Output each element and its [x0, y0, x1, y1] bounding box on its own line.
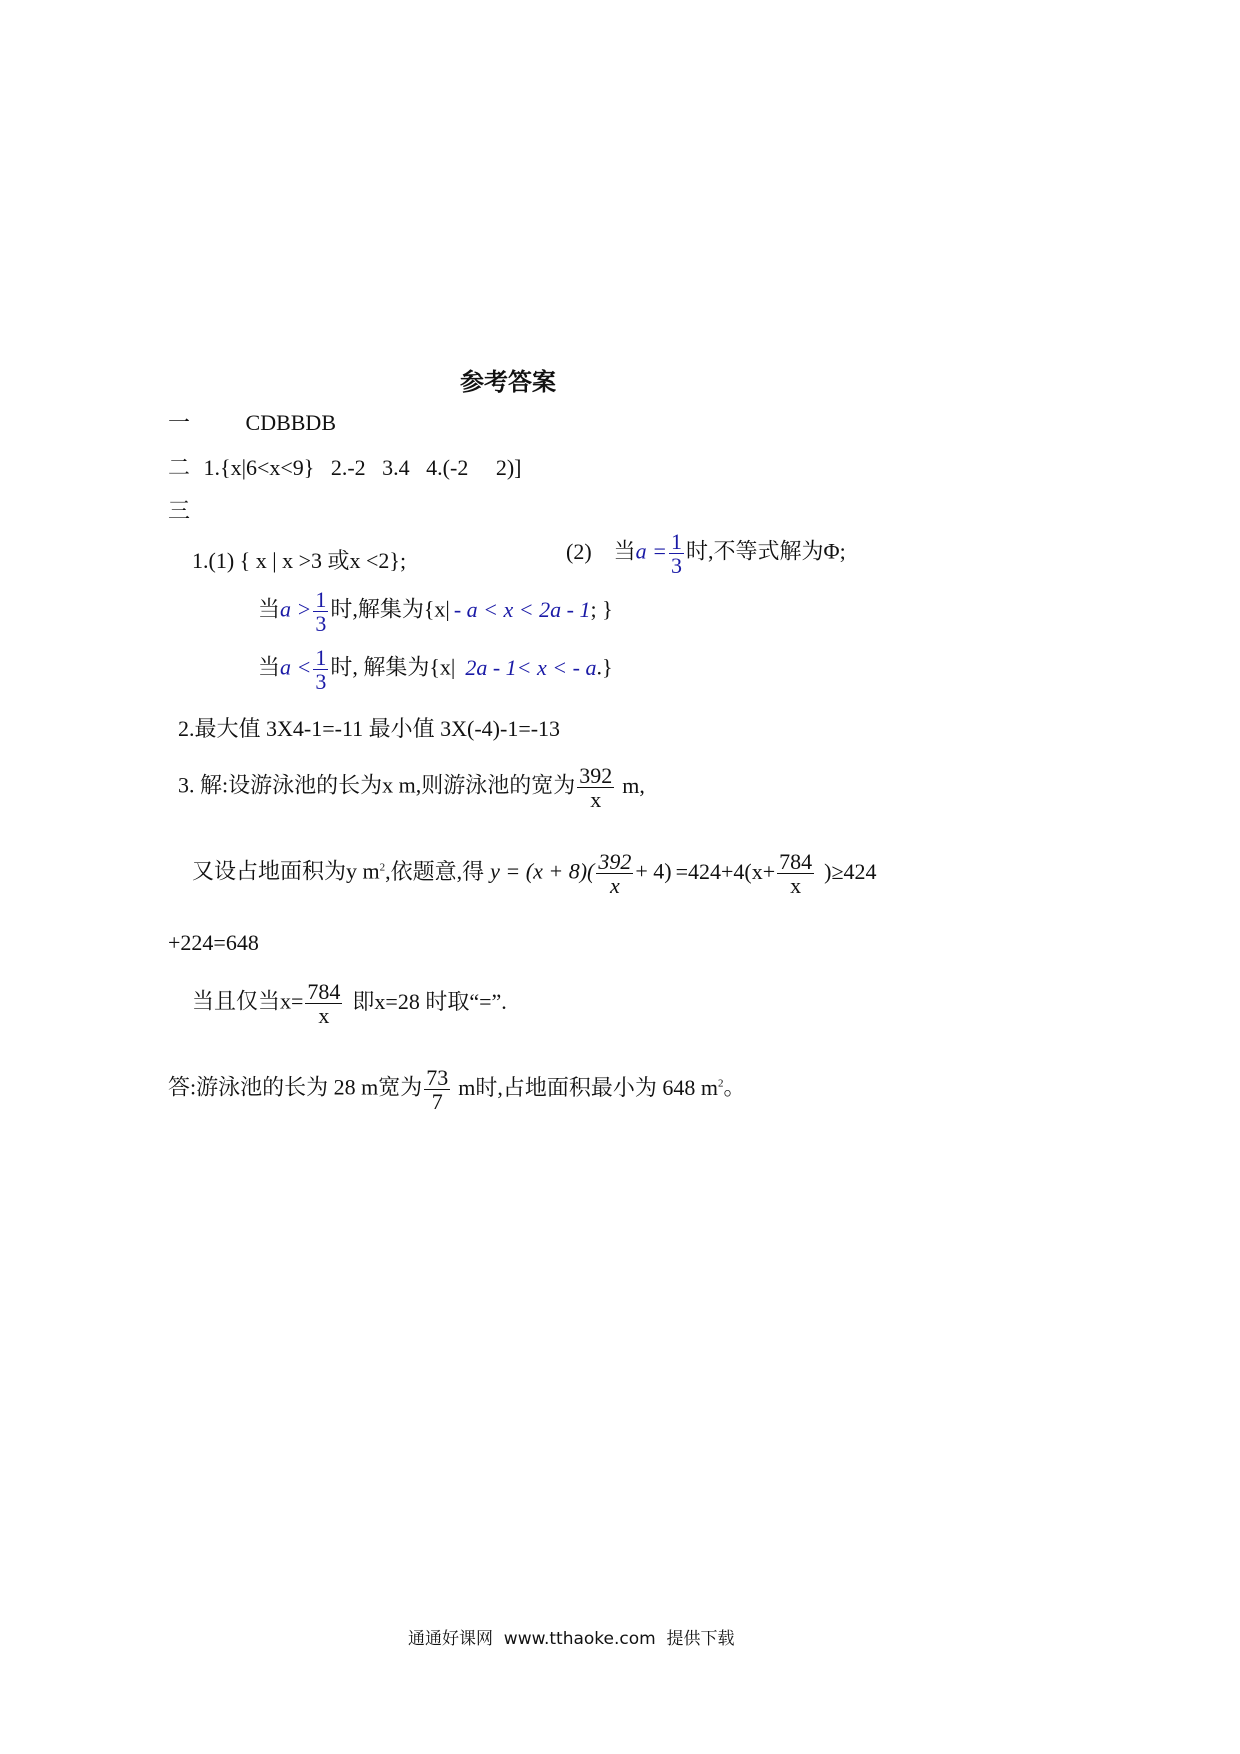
q3-line2-end: )≥424 [824, 858, 877, 884]
q3-line2-expr-b: + 4) [635, 858, 672, 884]
q3-line2-eq: =424+4(x+ [675, 858, 776, 884]
q3-answer-frac [424, 1066, 450, 1113]
case-gt-set: - a < x < 2a - 1 [453, 596, 591, 622]
q3-line2-sup: 2 [379, 861, 386, 874]
section-one-label: 一 [168, 410, 191, 435]
frac-num: 784 [779, 849, 813, 874]
frac-den: 3 [315, 669, 327, 695]
page-title: 参考答案 [460, 368, 556, 396]
q1-part2-label: (2) [566, 538, 592, 564]
q3-answer-end: 。 [723, 1074, 746, 1100]
q1-part2-expr: a = [635, 538, 668, 564]
q3-line4 [192, 980, 507, 1027]
frac-den: x [609, 873, 620, 899]
q3-answer-pre: 答:游泳池的长为 28 m宽为 [168, 1074, 423, 1100]
q3-line2-expr-a: y = (x + 8)( [490, 858, 595, 884]
q3-line1-pre: 3. 解:设游泳池的长为x m,则游泳池的宽为 [178, 772, 576, 798]
q1-part2-frac [669, 530, 684, 577]
q3-line2-pre: 又设占地面积为y m [192, 858, 380, 884]
frac-num: 1 [315, 587, 327, 612]
section-two-label: 二 [168, 455, 191, 480]
q3-line4-post: 即x=28 时取“=”. [352, 988, 507, 1014]
frac-num: 784 [307, 979, 341, 1004]
section-three-label: 三 [168, 498, 191, 523]
q1-part2-post: 时,不等式解为Φ; [686, 538, 846, 564]
q3-line1 [178, 764, 645, 811]
case-gt-post: 时,解集为{x| [330, 596, 450, 622]
case-lt-post: 时, 解集为{x| [330, 654, 456, 680]
frac-num: 73 [426, 1065, 449, 1090]
case-gt-frac [313, 588, 328, 635]
q1-part1: 1.(1) { x | x >3 或x <2}; [192, 548, 407, 573]
frac-den: 3 [671, 553, 683, 579]
q1-part2-pre: 当 [613, 538, 636, 564]
q3-line2-frac2 [777, 850, 814, 897]
frac-den: x [318, 1003, 330, 1029]
case-gt-end: ; } [590, 596, 613, 622]
frac-den: x [590, 787, 602, 813]
frac-num: 392 [598, 849, 632, 874]
frac-den: x [790, 873, 802, 899]
case-lt-set: 2a - 1< x < - a [465, 654, 597, 680]
section-two [168, 451, 521, 482]
case-lt-expr: a < [280, 654, 312, 680]
frac-den: 3 [315, 611, 327, 637]
q3-line2 [192, 850, 877, 897]
frac-num: 1 [671, 529, 683, 554]
section-one-answers: CDBBDB [245, 410, 336, 435]
q3-answer-mid: m时,占地面积最小为 648 m [458, 1074, 718, 1100]
q3-answer-sup: 2 [717, 1077, 724, 1090]
q3-line2-mid: ,依题意,得 [385, 858, 485, 884]
q3-line2-frac1 [596, 850, 633, 897]
case-lt-end: .} [596, 654, 613, 680]
section-two-text: 1.{x|6<x<9} 2.-2 3.4 4.(-2 2)] [203, 455, 522, 480]
case-gt-expr: a > [280, 596, 312, 622]
frac-num: 1 [315, 645, 327, 670]
q3-line1-post: m, [622, 772, 645, 798]
q1-case-gt [258, 588, 613, 635]
case-gt-pre: 当 [258, 596, 281, 622]
q1-case-lt [258, 646, 613, 693]
q1-part2 [566, 530, 846, 577]
section-one [168, 406, 336, 437]
q3-line4-pre: 当且仅当x= [192, 988, 304, 1014]
q3-line1-frac [577, 764, 614, 811]
q3-answer [168, 1066, 745, 1113]
case-lt-frac [313, 646, 328, 693]
q3-line4-frac [305, 980, 342, 1027]
footer-text: 通通好课网 www.tthaoke.com 提供下载 [408, 1629, 735, 1649]
frac-num: 392 [579, 763, 613, 788]
q3-line3: +224=648 [168, 930, 259, 955]
case-lt-pre: 当 [258, 654, 281, 680]
q2-text: 2.最大值 3X4-1=-11 最小值 3X(-4)-1=-13 [178, 716, 561, 741]
frac-den: 7 [431, 1089, 443, 1115]
